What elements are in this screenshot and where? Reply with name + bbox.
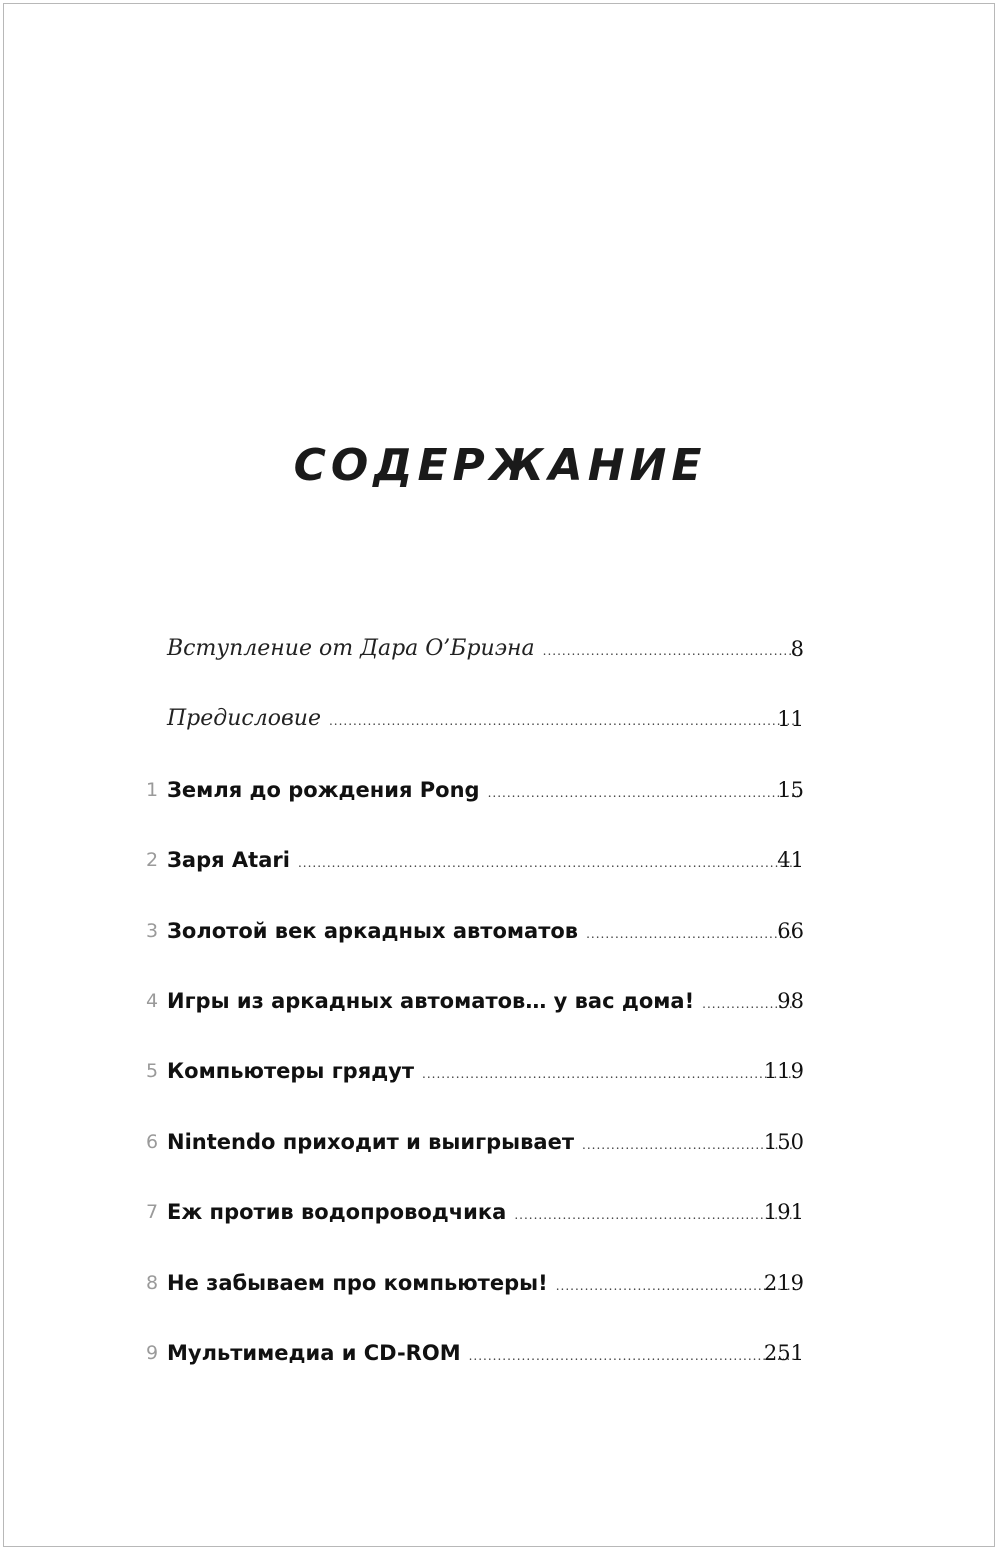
chapter-number: 5 xyxy=(146,1060,159,1082)
entry-title: Nintendo приходит и выигрывает xyxy=(167,1130,574,1154)
page-number: 191 xyxy=(763,1200,804,1224)
dot-leader xyxy=(298,843,798,883)
toc-entry[interactable] xyxy=(0,1263,1000,1303)
dot-leader xyxy=(329,701,798,741)
entry-title: Игры из аркадных автоматов… у вас дома! xyxy=(167,989,695,1013)
entry-title: Компьютеры грядут xyxy=(167,1059,415,1083)
entry-title: Еж против водопроводчика xyxy=(167,1200,507,1224)
entry-title: Мультимедиа и CD-ROM xyxy=(167,1341,461,1365)
chapter-number: 4 xyxy=(146,990,159,1012)
toc-entry[interactable] xyxy=(0,1333,1000,1373)
dot-leader xyxy=(488,773,798,813)
page-number: 66 xyxy=(777,919,804,943)
toc-entry[interactable] xyxy=(0,981,1000,1021)
toc-entry[interactable] xyxy=(0,911,1000,951)
page-number: 98 xyxy=(777,989,804,1013)
page-number: 150 xyxy=(763,1130,804,1154)
page-title: СОДЕРЖАНИЕ xyxy=(293,440,707,491)
toc-entry[interactable] xyxy=(0,1122,1000,1162)
page-number: 219 xyxy=(763,1271,804,1295)
entry-title: Предисловие xyxy=(167,706,321,731)
toc-entry[interactable] xyxy=(0,1051,1000,1091)
chapter-number: 8 xyxy=(146,1272,159,1294)
dot-leader xyxy=(586,914,798,954)
page-number: 11 xyxy=(777,707,804,731)
dot-leader xyxy=(469,1336,798,1376)
toc-entry[interactable] xyxy=(0,840,1000,880)
toc-entry[interactable] xyxy=(0,770,1000,810)
chapter-number: 3 xyxy=(146,920,159,942)
page-number: 119 xyxy=(763,1059,804,1083)
entry-title: Не забываем про компьютеры! xyxy=(167,1271,548,1295)
chapter-number: 9 xyxy=(146,1342,159,1364)
page-number: 41 xyxy=(777,848,804,872)
chapter-number: 7 xyxy=(146,1201,159,1223)
dot-leader xyxy=(422,1054,798,1094)
entry-title: Заря Atari xyxy=(167,848,290,872)
page-number: 15 xyxy=(777,778,804,802)
toc-entry[interactable] xyxy=(0,1192,1000,1232)
dot-leader xyxy=(543,631,798,671)
toc-entry[interactable] xyxy=(0,699,1000,739)
dot-leader xyxy=(514,1195,798,1235)
entry-title: Земля до рождения Pong xyxy=(167,778,480,802)
page-number: 8 xyxy=(790,637,804,661)
entry-title: Золотой век аркадных автоматов xyxy=(167,919,579,943)
page-number: 251 xyxy=(763,1341,804,1365)
chapter-number: 2 xyxy=(146,849,159,871)
dot-leader xyxy=(556,1266,798,1306)
entry-title: Вступление от Дара О’Бриэна xyxy=(167,636,535,661)
chapter-number: 6 xyxy=(146,1131,159,1153)
toc-entry[interactable] xyxy=(0,629,1000,669)
chapter-number: 1 xyxy=(146,779,159,801)
